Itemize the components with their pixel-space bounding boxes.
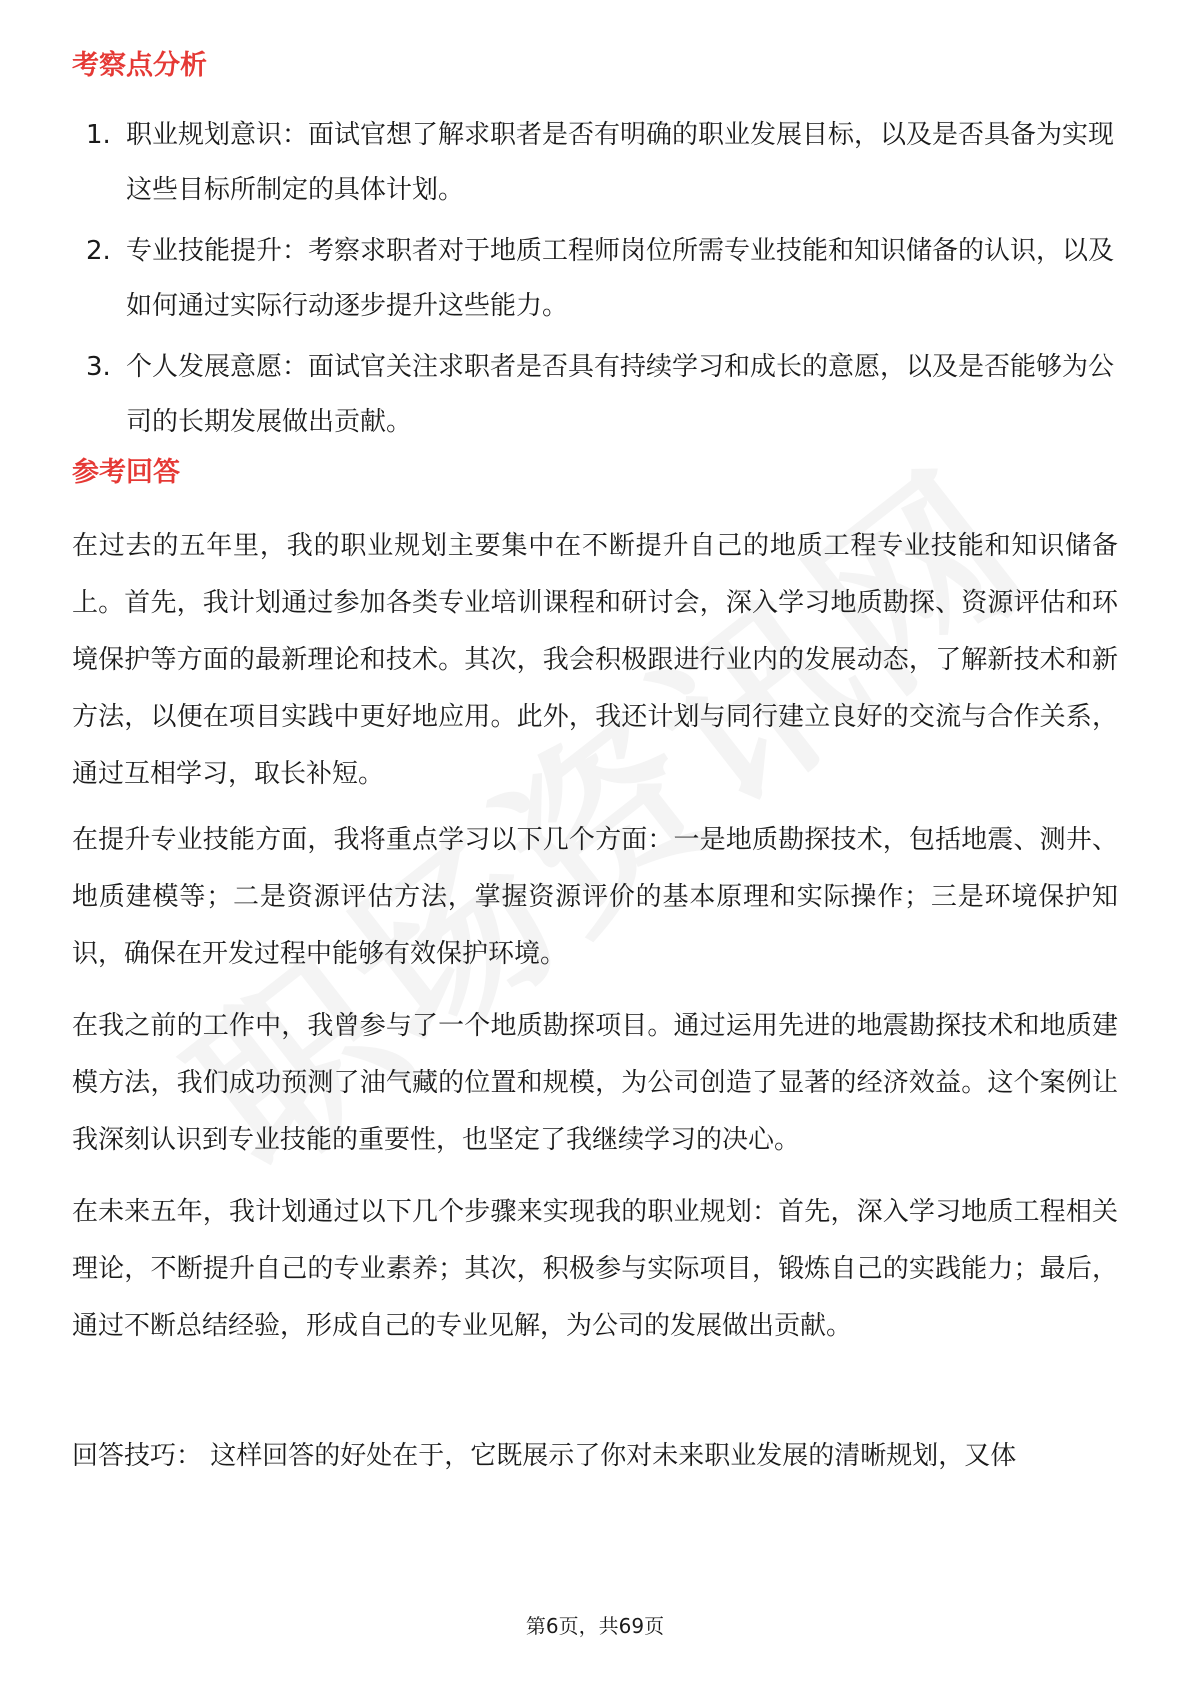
answer-tip: 回答技巧： 这样回答的好处在于，它既展示了你对未来职业发展的清晰规划，又体 <box>72 1441 1017 1471</box>
answer-paragraph-3: 在我之前的工作中，我曾参与了一个地质勘探项目。通过运用先进的地震勘探技术和地质建模方法，我们成功预测了油气藏的位置和规模，为公司创造了显著的经济效益。这个案例让我深刻认识到专业技能的重要性，也坚定了我继续学习的决心。 <box>72 1011 1118 1155</box>
list-item-text: 个人发展意愿：面试官关注求职者是否具有持续学习和成长的意愿，以及是否能够为公司的长期发展做出贡献。 <box>126 352 1115 437</box>
list-item <box>72 340 1118 450</box>
list-item-text: 专业技能提升：考察求职者对于地质工程师岗位所需专业技能和知识储备的认识，以及如何通过实际行动逐步提升这些能力。 <box>126 236 1115 321</box>
list-item <box>72 108 1118 218</box>
analysis-list <box>72 108 1118 456</box>
section-heading-answer: 参考回答 <box>72 457 180 488</box>
list-item-number: 1. <box>86 120 111 150</box>
answer-paragraph-1: 在过去的五年里，我的职业规划主要集中在不断提升自己的地质工程专业技能和知识储备上。首先，我计划通过参加各类专业培训课程和研讨会，深入学习地质勘探、资源评估和环境保护等方面的最新理论和技术。其次，我会积极跟进行业内的发展动态，了解新技术和新方法，以便在项目实践中更好地应用。此外，我还计划与同行建立良好的交流与合作关系，通过互相学习，取长补短。 <box>72 531 1118 789</box>
list-item-text: 职业规划意识：面试官想了解求职者是否有明确的职业发展目标，以及是否具备为实现这些目标所制定的具体计划。 <box>126 120 1115 205</box>
list-item-number: 3. <box>86 352 111 382</box>
list-item-number: 2. <box>86 236 111 266</box>
section-heading-analysis: 考察点分析 <box>72 50 207 81</box>
page-number: 第6页，共69页 <box>525 1614 665 1638</box>
list-item <box>72 224 1118 334</box>
answer-paragraph-4: 在未来五年，我计划通过以下几个步骤来实现我的职业规划：首先，深入学习地质工程相关理论，不断提升自己的专业素养；其次，积极参与实际项目，锻炼自己的实践能力；最后，通过不断总结经验，形成自己的专业见解，为公司的发展做出贡献。 <box>72 1197 1118 1341</box>
answer-paragraph-2: 在提升专业技能方面，我将重点学习以下几个方面：一是地质勘探技术，包括地震、测井、地质建模等；二是资源评估方法，掌握资源评价的基本原理和实际操作；三是环境保护知识，确保在开发过程中能够有效保护环境。 <box>72 825 1118 969</box>
